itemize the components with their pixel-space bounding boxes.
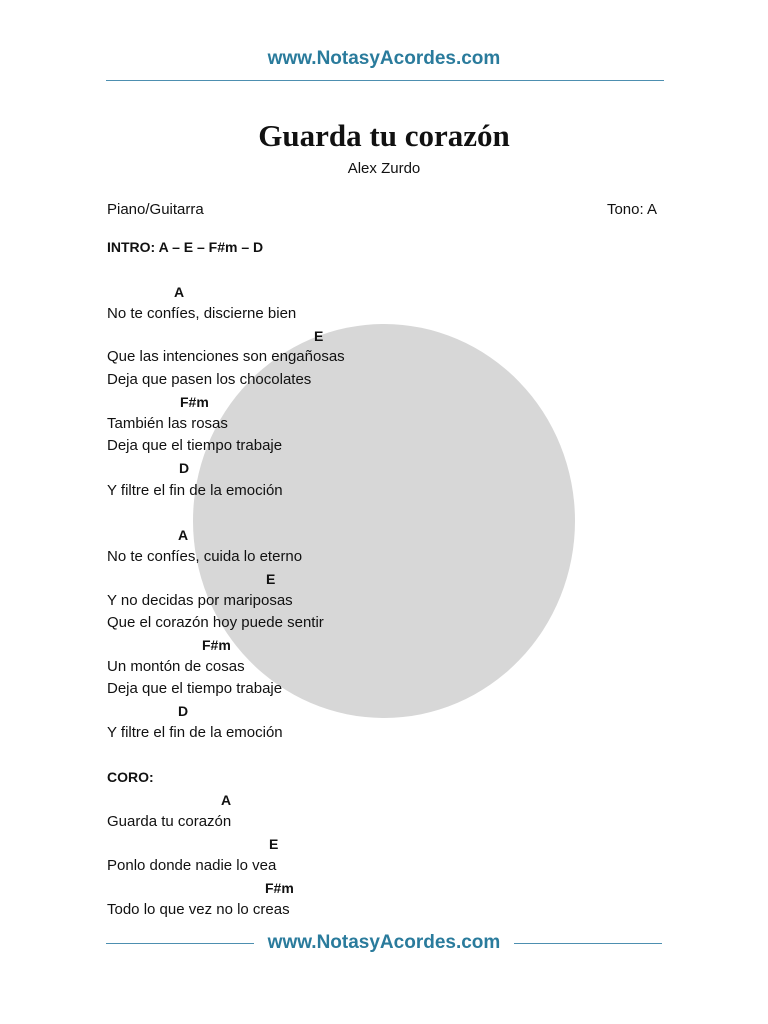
lyric-line: Guarda tu corazón: [107, 813, 232, 830]
site-footer-link[interactable]: www.NotasyAcordes.com: [267, 932, 501, 953]
chord: E: [269, 836, 279, 852]
chord: A: [174, 284, 185, 300]
lyric-line: Todo lo que vez no lo creas: [107, 901, 290, 918]
lyric-line: Un montón de cosas: [107, 658, 245, 675]
footer-divider-right: [514, 943, 662, 944]
site-header-link[interactable]: www.NotasyAcordes.com: [267, 48, 501, 69]
chord: F#m: [202, 637, 231, 653]
lyric-line: Deja que el tiempo trabaje: [107, 437, 283, 454]
tone-label: Tono: A: [606, 201, 657, 218]
lyric-line: Y no decidas por mariposas: [107, 592, 293, 609]
chord: E: [314, 328, 324, 344]
header-divider: [106, 80, 664, 81]
lyric-line: También las rosas: [107, 415, 228, 432]
song-artist: Alex Zurdo: [347, 160, 421, 177]
chord: F#m: [265, 880, 294, 896]
lyric-line: Deja que el tiempo trabaje: [107, 680, 283, 697]
lyric-line: Ponlo donde nadie lo vea: [107, 857, 277, 874]
lyric-line: No te confíes, cuida lo eterno: [107, 548, 303, 565]
instrument-label: Piano/Guitarra: [107, 201, 204, 218]
lyric-line: Que las intenciones son engañosas: [107, 348, 345, 365]
chord: D: [178, 703, 189, 719]
lyric-line: Que el corazón hoy puede sentir: [107, 614, 324, 631]
lyric-line: Deja que pasen los chocolates: [107, 371, 312, 388]
chord: A: [178, 527, 189, 543]
chorus-label: CORO:: [107, 769, 154, 785]
chord: F#m: [180, 394, 209, 410]
chord: D: [179, 460, 190, 476]
chord: A: [221, 792, 232, 808]
lyric-line: Y filtre el fin de la emoción: [107, 724, 283, 741]
lyric-line: Y filtre el fin de la emoción: [107, 482, 283, 499]
chord: E: [266, 571, 276, 587]
lyric-line: No te confíes, discierne bien: [107, 305, 297, 322]
song-title: Guarda tu corazón: [258, 118, 510, 153]
intro-line: INTRO: A – E – F#m – D: [107, 239, 264, 255]
site-footer: [0, 930, 768, 958]
